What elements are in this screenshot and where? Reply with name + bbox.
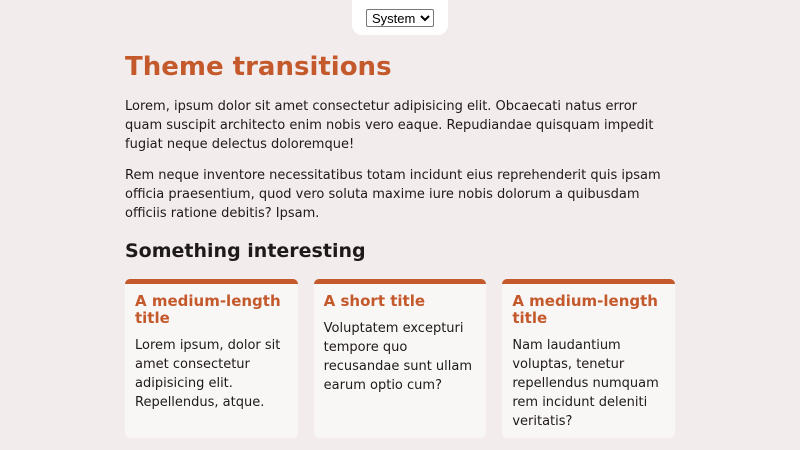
card-title: A short title — [323, 292, 426, 310]
theme-select[interactable] — [366, 9, 434, 27]
intro-paragraph-2: Rem neque inventore necessitatibus totam incidunt eius reprehenderit quis ipsam officia praesentium, quod vero soluta maxime iure nobis dolorum a quibusdam officiis ratione debitis? Ipsam. — [125, 168, 661, 221]
intro-paragraph-1: Lorem, ipsum dolor sit amet consectetur adipisicing elit. Obcaecati natus error quam suscipit architecto enim nobis vero eaque. Repudiandae quisquam impedit fugiat neque delectus doloremque! — [125, 99, 654, 152]
card — [502, 279, 675, 438]
page-title: Theme transitions — [125, 52, 392, 82]
theme-switcher-bar — [352, 0, 448, 35]
card-text: Lorem ipsum, dolor sit amet consectetur adipisicing elit. Repellendus, atque. — [135, 338, 281, 410]
card — [125, 279, 298, 438]
card-grid — [125, 279, 675, 438]
card-text: Voluptatem excepturi tempore quo recusandae sunt ullam earum optio cum? — [323, 321, 473, 393]
card-title: A medium-length title — [135, 292, 281, 327]
card-title: A medium-length title — [512, 292, 658, 327]
main-content — [125, 51, 675, 438]
section-heading: Something interesting — [125, 240, 366, 262]
card-text: Nam laudantium voluptas, tenetur repellendus numquam rem incidunt deleniti veritatis? — [512, 338, 659, 429]
card — [314, 279, 487, 438]
